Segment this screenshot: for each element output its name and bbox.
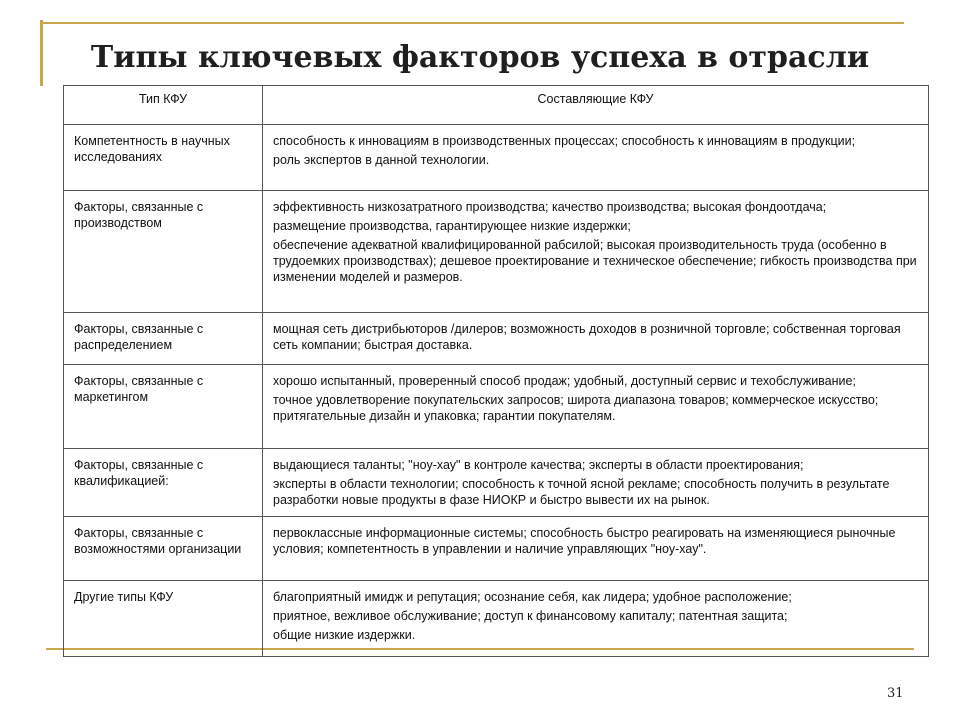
row-components bbox=[263, 313, 929, 365]
row-components bbox=[263, 365, 929, 449]
row-components bbox=[263, 125, 929, 191]
table-row bbox=[64, 365, 929, 449]
component-line: хорошо испытанный, проверенный способ продаж; удобный, доступный сервис и техобслуживание; bbox=[273, 374, 856, 388]
page-number: 31 bbox=[887, 686, 904, 701]
table-header-row bbox=[64, 86, 929, 125]
table-row bbox=[64, 191, 929, 313]
row-type: Факторы, связанные с распределением bbox=[64, 313, 263, 365]
row-type: Факторы, связанные с производством bbox=[64, 191, 263, 313]
row-components bbox=[263, 517, 929, 581]
kfu-table bbox=[63, 85, 929, 657]
component-line: первоклассные информационные системы; способность быстро реагировать на изменяющиеся рыночные условия; компетентность в управлении и наличие управляющих "ноу-хау". bbox=[273, 526, 896, 556]
component-line: мощная сеть дистрибьюторов /дилеров; возможность доходов в розничной торговле; собственная торговая сеть компании; быстрая доставка. bbox=[273, 322, 901, 352]
component-line: размещение производства, гарантирующее низкие издержки; bbox=[273, 219, 631, 233]
table-row bbox=[64, 313, 929, 365]
component-line: приятное, вежливое обслуживание; доступ к финансовому капиталу; патентная защита; bbox=[273, 609, 788, 623]
component-line: способность к инновациям в производственных процессах; способность к инновациям в продукции; bbox=[273, 134, 856, 148]
slide-title: Типы ключевых факторов успеха в отрасли bbox=[90, 40, 870, 75]
row-type: Факторы, связанные с возможностями организации bbox=[64, 517, 263, 581]
component-line: обеспечение адекватной квалифицированной рабсилой; высокая производительность труда (особенно в трудоемких производствах); дешевое проектирование и техническое обеспечение; гибкость производства при изменении моделей и размеров. bbox=[273, 238, 917, 284]
row-components bbox=[263, 191, 929, 313]
table-row bbox=[64, 449, 929, 517]
row-components bbox=[263, 449, 929, 517]
decorative-top-line bbox=[40, 22, 904, 24]
table-row bbox=[64, 125, 929, 191]
row-type: Факторы, связанные с квалификацией: bbox=[64, 449, 263, 517]
component-line: эксперты в области технологии; способность к точной ясной рекламе; способность получить в результате разработки новые продукты в фазе НИОКР и быстро вывести их на рынок. bbox=[273, 477, 890, 507]
row-type: Другие типы КФУ bbox=[64, 581, 263, 657]
header-components: Составляющие КФУ bbox=[263, 86, 929, 125]
component-line: общие низкие издержки. bbox=[273, 628, 416, 642]
component-line: эффективность низкозатратного производства; качество производства; высокая фондоотдача; bbox=[273, 200, 827, 214]
component-line: точное удовлетворение покупательских запросов; широта диапазона товаров; коммерческое искусство; притягательные дизайн и упаковка; гарантии покупателям. bbox=[273, 393, 879, 423]
table-row bbox=[64, 517, 929, 581]
component-line: благоприятный имидж и репутация; осознание себя, как лидера; удобное расположение; bbox=[273, 590, 792, 604]
row-type: Факторы, связанные с маркетингом bbox=[64, 365, 263, 449]
component-line: выдающиеся таланты; "ноу-хау" в контроле качества; эксперты в области проектирования; bbox=[273, 458, 804, 472]
table-row bbox=[64, 581, 929, 657]
component-line: роль экспертов в данной технологии. bbox=[273, 153, 490, 167]
header-type: Тип КФУ bbox=[64, 86, 263, 125]
row-type: Компетентность в научных исследованиях bbox=[64, 125, 263, 191]
row-components bbox=[263, 581, 929, 657]
